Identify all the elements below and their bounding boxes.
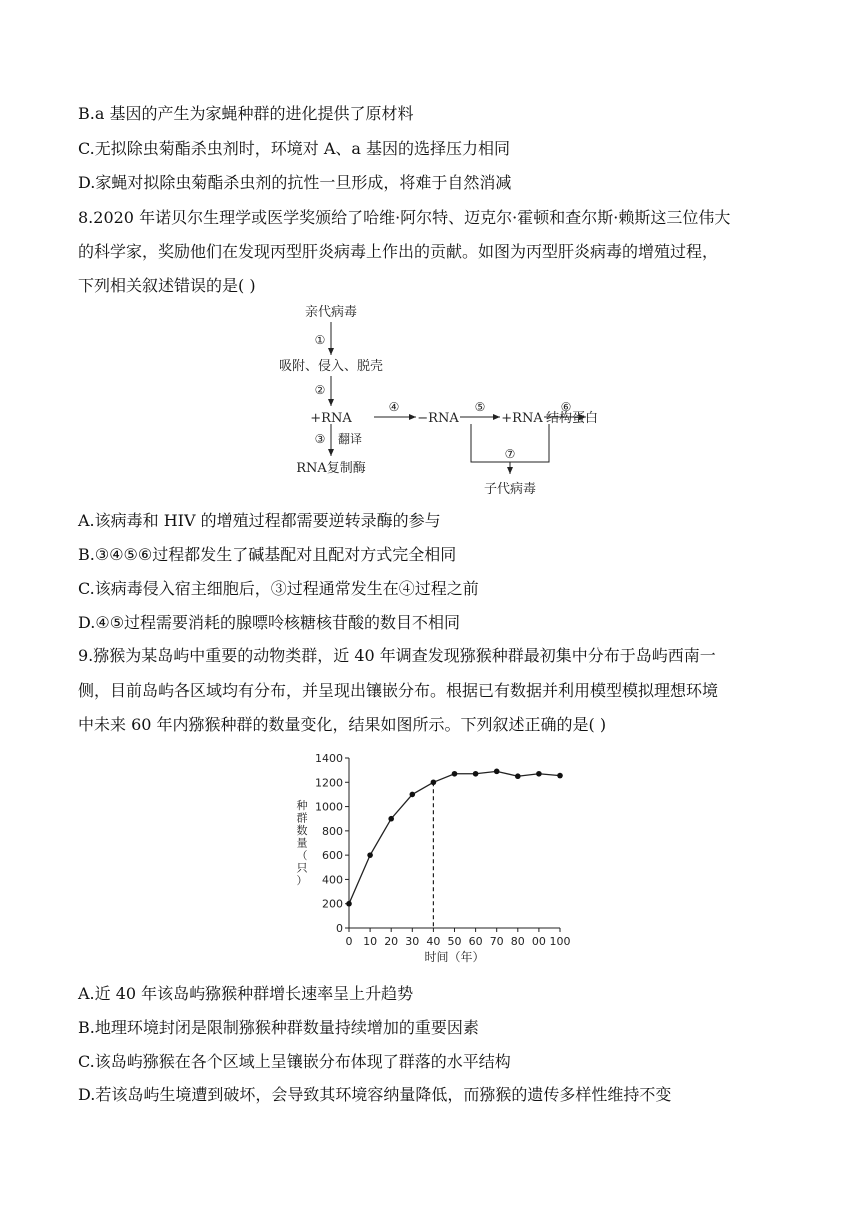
y-axis-label-char: 量 bbox=[296, 836, 308, 850]
minus-rna-label: −RNA bbox=[417, 411, 459, 426]
x-tick-label: 10 bbox=[363, 935, 378, 948]
y-tick-label: 200 bbox=[322, 897, 343, 911]
data-point bbox=[346, 901, 352, 907]
rna-replicase-label: RNA复制酶 bbox=[296, 461, 366, 476]
q8-option-c: C.该病毒侵入宿主细胞后，③过程通常发生在④过程之前 bbox=[78, 579, 479, 598]
x-tick-label: 20 bbox=[384, 935, 399, 948]
x-tick-label: 0 bbox=[345, 935, 353, 948]
x-tick-label: 50 bbox=[447, 935, 462, 948]
q9-stem-line-3: 中未来 60 年内猕猴种群的数量变化，结果如图所示。下列叙述正确的是( ) bbox=[78, 715, 607, 734]
y-axis-label-char: ） bbox=[296, 874, 308, 887]
q9-option-b: B.地理环境封闭是限制猕猴种群数量持续增加的重要因素 bbox=[78, 1018, 479, 1037]
q7-option-b: B.a 基因的产生为家蝇种群的进化提供了原材料 bbox=[78, 104, 414, 123]
step-5-label: ⑤ bbox=[474, 400, 486, 414]
attach-invade-uncoat-label: 吸附、侵入、脱壳 bbox=[278, 359, 384, 374]
y-axis-label-char: 数 bbox=[296, 824, 308, 837]
step-2-label: ② bbox=[314, 383, 326, 397]
data-point bbox=[494, 769, 500, 775]
data-point bbox=[388, 816, 394, 822]
y-tick-label: 400 bbox=[322, 873, 343, 887]
y-tick-label: 1200 bbox=[315, 776, 343, 790]
q8-option-a: A.该病毒和 HIV 的增殖过程都需要逆转录酶的参与 bbox=[78, 511, 441, 530]
q9-option-c: C.该岛屿猕猴在各个区域上呈镶嵌分布体现了群落的水平结构 bbox=[78, 1052, 511, 1071]
x-tick-label: 40 bbox=[426, 935, 441, 948]
data-point bbox=[536, 771, 542, 777]
y-axis-label-char: 种 bbox=[296, 799, 308, 812]
x-axis-label: 时间（年） bbox=[424, 950, 485, 964]
q9-option-a: A.近 40 年该岛屿猕猴种群增长速率呈上升趋势 bbox=[78, 984, 414, 1003]
q9-stem-line-1: 9.猕猴为某岛屿中重要的动物类群，近 40 年调查发现猕猴种群最初集中分布于岛屿西南一 bbox=[78, 646, 716, 665]
translate-label: 翻译 bbox=[338, 432, 363, 446]
x-tick-label: 60 bbox=[468, 935, 483, 948]
q7-option-c: C.无拟除虫菊酯杀虫剂时，环境对 A、a 基因的选择压力相同 bbox=[78, 139, 511, 158]
plus-rna-2-label: +RNA bbox=[501, 411, 543, 426]
y-axis-label-char: 只 bbox=[296, 861, 308, 875]
chart-axes bbox=[349, 758, 560, 928]
q8-option-d: D.④⑤过程需要消耗的腺嘌呤核糖核苷酸的数目不相同 bbox=[78, 613, 461, 632]
data-point bbox=[367, 852, 373, 858]
x-tick-label: 30 bbox=[405, 935, 420, 948]
virus-replication-diagram bbox=[268, 300, 598, 500]
step-3-label: ③ bbox=[314, 432, 326, 446]
data-point bbox=[473, 771, 479, 777]
x-tick-label: 80 bbox=[510, 935, 525, 948]
data-point bbox=[431, 779, 437, 785]
step-6-label: ⑥ bbox=[560, 400, 572, 414]
parent-virus-label: 亲代病毒 bbox=[304, 305, 358, 320]
x-tick-label: 100 bbox=[549, 935, 571, 948]
y-tick-label: 1000 bbox=[315, 800, 343, 814]
q7-option-d: D.家蝇对拟除虫菊酯杀虫剂的抗性一旦形成，将难于自然消减 bbox=[78, 173, 512, 192]
progeny-virus-label: 子代病毒 bbox=[483, 482, 537, 497]
y-tick-label: 600 bbox=[322, 849, 343, 863]
data-point bbox=[515, 773, 521, 779]
data-point bbox=[410, 792, 416, 798]
y-axis-label bbox=[297, 799, 308, 887]
plus-rna-1-label: +RNA bbox=[310, 411, 352, 426]
x-tick-label: 70 bbox=[489, 935, 504, 948]
y-axis-label-char: 群 bbox=[296, 811, 308, 825]
step-1-label: ① bbox=[314, 333, 326, 347]
y-axis-label-char: （ bbox=[296, 849, 308, 862]
q8-stem-line-1: 8.2020 年诺贝尔生理学或医学奖颁给了哈维·阿尔特、迈克尔·霍顿和查尔斯·赖斯这三位伟大 bbox=[78, 208, 731, 227]
q9-stem-line-2: 侧，目前岛屿各区域均有分布，并呈现出镶嵌分布。根据已有数据并利用模型模拟理想环境 bbox=[78, 681, 719, 700]
y-tick-label: 1400 bbox=[315, 752, 343, 765]
q8-option-b: B.③④⑤⑥过程都发生了碱基配对且配对方式完全相同 bbox=[78, 545, 457, 564]
x-tick-label: 00 bbox=[531, 935, 546, 948]
step-4-label: ④ bbox=[388, 400, 400, 414]
series-line bbox=[349, 771, 560, 903]
q8-stem-line-2: 的科学家，奖励他们在发现丙型肝炎病毒上作出的贡献。如图为丙型肝炎病毒的增殖过程， bbox=[78, 242, 719, 261]
structural-protein-label: 结构蛋白 bbox=[545, 411, 598, 426]
step-7-label: ⑦ bbox=[504, 447, 516, 461]
y-tick-label: 800 bbox=[322, 824, 343, 838]
y-tick-label: 0 bbox=[336, 922, 343, 935]
data-point bbox=[452, 771, 458, 777]
population-chart bbox=[290, 746, 580, 972]
q9-option-d: D.若该岛屿生境遭到破坏，会导致其环境容纳量降低，而猕猴的遗传多样性维持不变 bbox=[78, 1085, 672, 1104]
q8-stem-line-3: 下列相关叙述错误的是( ) bbox=[78, 276, 256, 295]
data-point bbox=[557, 773, 563, 779]
